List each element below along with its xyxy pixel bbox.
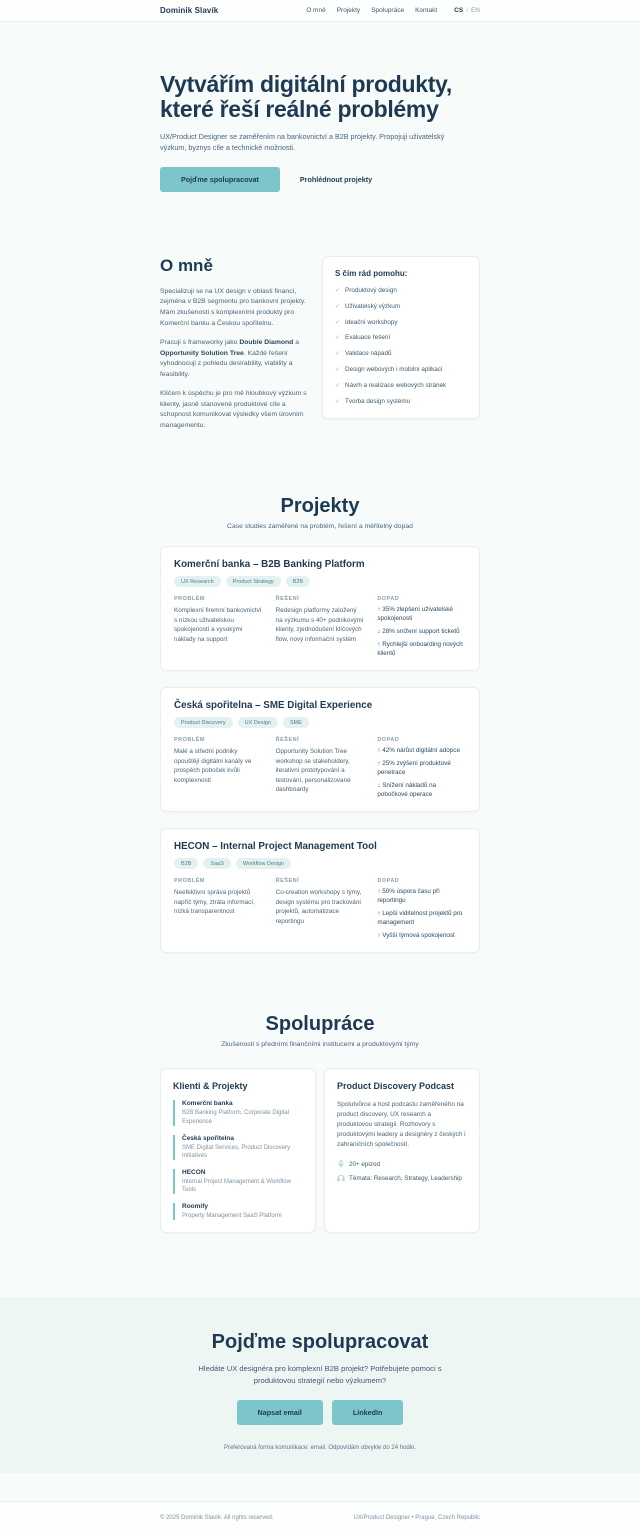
impact-item: ↑ 42% nárůst digitální adopce — [377, 747, 460, 755]
impact-item: ↑ 35% zlepšení uživatelské spokojenosti — [377, 606, 453, 623]
projects-subtitle: Case studies zaměřené na problém, řešení a měřitelný dopad — [227, 523, 413, 531]
about-paragraph-2 — [160, 338, 310, 380]
main-nav — [306, 7, 480, 14]
about-text-column — [160, 256, 310, 431]
project-card — [160, 828, 480, 953]
collaborate-button[interactable]: Pojďme spolupracovat — [160, 167, 280, 192]
project-problem: Komplexní firemní bankovnictví s nízkou uživatelskou spokojeností a vysokými náklady na support — [174, 607, 262, 643]
client-item — [173, 1135, 303, 1160]
help-card-title: S čím rád pomohu: — [335, 268, 408, 278]
help-item-label: Evaluace řešení — [345, 334, 391, 342]
help-item-label: Validace nápadů — [345, 350, 392, 358]
project-tag: Product Strategy — [226, 576, 281, 587]
client-name: Česká spořitelna — [182, 1134, 235, 1142]
project-columns — [174, 737, 466, 799]
clients-card — [160, 1068, 316, 1233]
check-icon: ✓ — [335, 319, 341, 326]
impact-item: ↑ 50% úspora času při reportingu — [377, 888, 440, 905]
impact-item: ↑ Rychlejší onboarding nových klientů — [377, 640, 463, 657]
hero-title — [160, 72, 480, 123]
project-tag: SME — [283, 717, 309, 728]
linkedin-button[interactable]: LinkedIn — [332, 1400, 404, 1425]
about-p2-text: Pracuji s frameworky jako — [160, 339, 240, 347]
column-label-solution: ŘEŠENÍ — [275, 596, 300, 603]
cta-buttons — [160, 1400, 480, 1425]
podcast-episodes: 20+ epizod — [349, 1160, 380, 1168]
client-desc: SME Digital Services, Product Discovery Initiatives — [182, 1144, 291, 1159]
site-footer — [0, 1501, 640, 1534]
hero-title-line2: které řeší reálné problémy — [160, 96, 439, 123]
lang-cs-button[interactable]: CS — [454, 7, 464, 14]
about-p2-text: . Každé řešení vyhodnocuji z pohledu desirability, viability a feasibility. — [160, 349, 293, 378]
solution-column — [276, 737, 365, 799]
collaboration-cards — [160, 1068, 480, 1233]
problem-column — [174, 878, 263, 940]
project-solution: Redesign platformy založený na výzkumu s 40+ podnikovými klienty, zjednodušení klíčových flow, nový informační systém — [275, 607, 364, 643]
projects-section — [0, 467, 640, 987]
project-problem: Malé a střední podniky opouštějí digitální kanály ve prospěch poboček kvůli komplexnosti — [174, 748, 252, 784]
project-title: Česká spořitelna – SME Digital Experience — [174, 700, 373, 712]
client-name: Komerční banka — [182, 1100, 233, 1108]
impact-item: ↑ 25% zvýšení produktové penetrace — [377, 760, 451, 776]
project-solution: Opportunity Solution Tree workshop se stakeholdery, iterativní prototypování a testování, personalizované dashboardy — [275, 748, 351, 794]
project-solution: Co-creation workshopy s týmy, design systému pro trackování projektů, automatizace reportingu — [275, 889, 362, 925]
project-tag: Product Discovery — [174, 717, 233, 728]
podcast-topics-row — [337, 1174, 467, 1182]
column-label-problem: PROBLÉM — [174, 737, 205, 744]
check-icon: ✓ — [335, 366, 341, 373]
footer-role: UX/Product Designer • Prague, Czech Republic — [353, 1514, 480, 1521]
impact-column — [377, 878, 466, 940]
client-desc: B2B Banking Platform, Corporate Digital Experience — [182, 1110, 290, 1125]
project-title: HECON – Internal Project Management Tool — [174, 841, 377, 853]
project-title: Komerční banka – B2B Banking Platform — [174, 559, 365, 571]
projects-title: Projekty — [280, 495, 360, 518]
project-columns — [174, 878, 466, 940]
check-icon: ✓ — [335, 398, 341, 405]
project-tag: B2B — [286, 576, 310, 587]
problem-column — [174, 737, 263, 799]
help-item-label: Ideační workshopy — [345, 318, 398, 326]
help-list-item — [335, 350, 467, 359]
column-label-problem: PROBLÉM — [174, 596, 205, 603]
project-tag: UX Design — [238, 717, 278, 728]
impact-item: ↑ Vyšší týmová spokojenost — [377, 931, 455, 939]
impact-item: ↑ Lepší viditelnost projektů pro management — [377, 910, 463, 926]
nav-item-spoluprace[interactable]: Spolupráce — [371, 7, 405, 14]
help-list-item — [335, 334, 467, 343]
nav-item-o-mne[interactable]: O mně — [306, 7, 326, 14]
cta-note: Preferovaná forma komunikace: email. Odpovídám obvykle do 24 hodin. — [223, 1444, 417, 1451]
about-p2-text: a — [293, 339, 299, 347]
project-tag: SaaS — [203, 858, 230, 869]
impact-column — [377, 737, 466, 799]
language-switcher — [454, 7, 480, 14]
project-tag: Workflow Design — [236, 858, 291, 869]
about-p2-framework-1: Double Diamond — [239, 339, 294, 347]
solution-column — [276, 878, 365, 940]
lang-separator: / — [466, 7, 468, 14]
collaboration-section — [0, 987, 640, 1281]
cta-text: Hledáte UX designéra pro komplexní B2B projekt? Potřebujete pomoci s produktovou strategií nebo výzkumem? — [198, 1364, 442, 1385]
project-tags — [174, 858, 466, 869]
projects-header — [160, 495, 480, 530]
client-item — [173, 1169, 303, 1194]
help-card — [322, 256, 480, 420]
client-name: HECON — [182, 1168, 206, 1176]
about-paragraph-3: Klíčem k úspěchu je pro mě hloubkový výzkum s klienty, jasně stanovené produktové cíle a schopnost komunikovat výsledky všem úrovním managementu. — [160, 390, 307, 429]
podcast-text: Spolutvůrce a host podcastu zaměřeného na product discovery, UX research a produktovou strategii. Rozhovory s produktovými leadery a designéry z českých i zahraničních společností. — [337, 1101, 466, 1149]
podcast-stats — [337, 1160, 467, 1182]
help-item-label: Tvorba design systému — [345, 397, 411, 405]
headphones-icon — [337, 1174, 345, 1182]
about-p2-framework-2: Opportunity Solution Tree — [160, 349, 244, 357]
nav-item-projekty[interactable]: Projekty — [336, 7, 361, 14]
client-desc: Internal Project Management & Workflow Tools — [182, 1178, 291, 1193]
podcast-card-title: Product Discovery Podcast — [337, 1081, 455, 1092]
solution-column — [276, 596, 365, 658]
help-list-item — [335, 319, 467, 328]
project-card — [160, 687, 480, 812]
help-list-item — [335, 382, 467, 391]
project-card — [160, 546, 480, 671]
site-header — [0, 0, 640, 22]
help-item-label: Design webových i mobilní aplikací — [345, 365, 443, 373]
about-section — [0, 234, 640, 467]
collaboration-title: Spolupráce — [265, 1013, 375, 1036]
impact-column — [377, 596, 466, 658]
column-label-solution: ŘEŠENÍ — [275, 737, 300, 744]
help-item-label: Produktový design — [345, 286, 397, 294]
brand-logo[interactable]: Dominik Slavík — [160, 6, 219, 15]
client-desc: Property Management SaaS Platform — [182, 1213, 282, 1220]
view-projects-button[interactable]: Prohlédnout projekty — [288, 167, 384, 192]
column-label-problem: PROBLÉM — [174, 878, 205, 885]
hero-subtitle: UX/Product Designer se zaměřením na bankovnictví a B2B projekty. Propojuji uživatelský výzkum, byznys cíle a technické možnosti. — [160, 131, 445, 152]
check-icon: ✓ — [335, 351, 341, 358]
lang-en-button[interactable]: EN — [470, 7, 480, 14]
help-list-item — [335, 287, 467, 296]
problem-column — [174, 596, 263, 658]
impact-item: ↓ Snížení nákladů na pobočkové operace — [377, 781, 437, 798]
check-icon: ✓ — [335, 335, 341, 342]
project-tags — [174, 717, 466, 728]
check-icon: ✓ — [335, 287, 341, 294]
podcast-card — [324, 1068, 480, 1233]
microphone-icon — [337, 1160, 345, 1168]
clients-card-title: Klienti & Projekty — [173, 1081, 248, 1092]
column-label-impact: DOPAD — [377, 596, 400, 603]
column-label-solution: ŘEŠENÍ — [275, 878, 300, 885]
about-paragraph-1: Specializuji se na UX design v oblasti financí, zejména v B2B segmentu pro bankovní projekty. Mám zkušenosti s komplexními produkty pro Komerční banku a Českou spořitelnu. — [160, 287, 306, 327]
client-name: Roomify — [182, 1203, 208, 1211]
project-tags — [174, 576, 466, 587]
project-columns — [174, 596, 466, 658]
podcast-episodes-row — [337, 1160, 467, 1168]
podcast-topics: Témata: Research, Strategy, Leadership — [349, 1174, 462, 1182]
cta-section — [0, 1297, 640, 1473]
about-title: O mně — [160, 255, 213, 275]
client-item — [173, 1203, 303, 1220]
help-list-item — [335, 398, 467, 407]
collaboration-subtitle: Zkušenosti s předními finančními institucemi a produktovými týmy — [221, 1041, 419, 1049]
hero-title-line1: Vytvářím digitální produkty, — [160, 71, 452, 97]
cta-title: Pojďme spolupracovat — [211, 1331, 429, 1354]
client-item — [173, 1100, 303, 1125]
check-icon: ✓ — [335, 303, 341, 310]
nav-item-kontakt[interactable]: Kontakt — [415, 7, 438, 14]
impact-item: ↓ 28% snížení support ticketů — [377, 627, 460, 635]
column-label-impact: DOPAD — [377, 878, 400, 885]
project-tag: B2B — [174, 858, 198, 869]
footer-copyright: © 2025 Dominik Slavík. All rights reserved. — [160, 1514, 274, 1521]
project-problem: Neefektivní správa projektů napříč týmy, ztráta informací, nízká transparentnost — [174, 889, 255, 916]
help-list-item — [335, 366, 467, 375]
help-item-label: Návrh a realizace webových stránek — [345, 381, 447, 389]
help-list-item — [335, 303, 467, 312]
help-item-label: Uživatelský výzkum — [345, 302, 400, 310]
column-label-impact: DOPAD — [377, 737, 400, 744]
collaboration-header — [160, 1013, 480, 1048]
hero-buttons — [160, 167, 480, 192]
check-icon: ✓ — [335, 382, 341, 389]
email-button[interactable]: Napsat email — [237, 1400, 323, 1425]
project-tag: UX Research — [174, 576, 221, 587]
hero-section — [0, 22, 640, 234]
